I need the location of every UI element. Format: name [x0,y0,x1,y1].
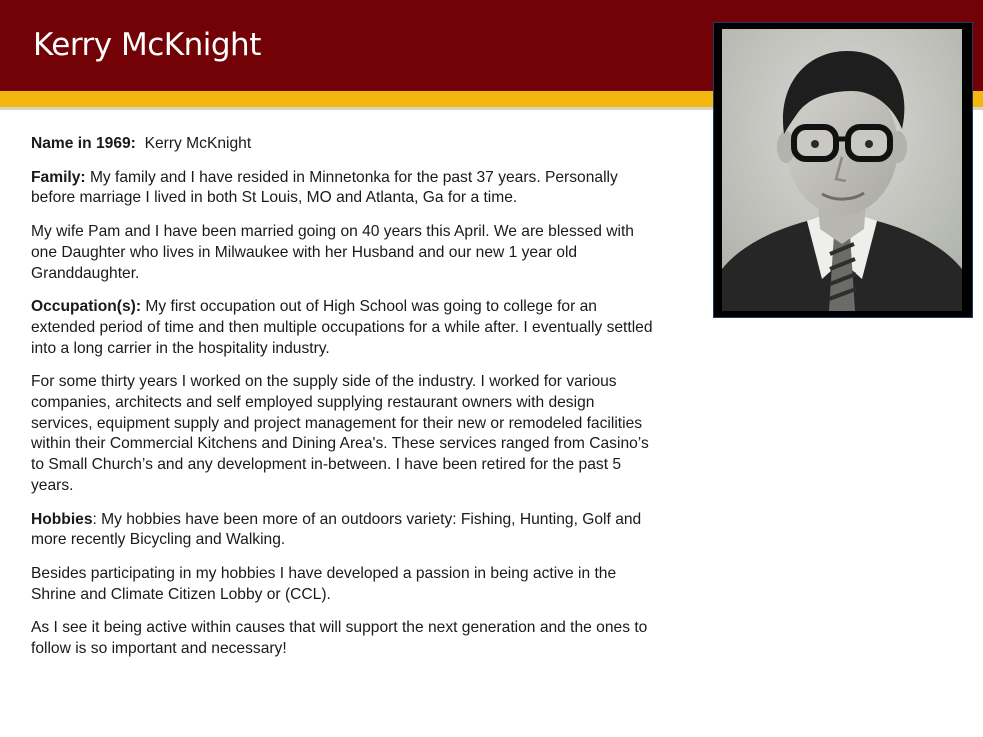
name-label: Name in 1969: [31,135,136,152]
hobbies-paragraph-2: Besides participating in my hobbies I have developed a passion in being active in the Shrine and Climate Citizen Lobby or (CCL). [31,564,617,603]
bio-content [31,134,656,673]
portrait-icon [722,29,962,311]
occupation-text: My first occupation out of High School was going to college for an extended period of time and then multiple occupations for a while after. I eventually settled into a long carrier in the hospitality industry. [31,298,653,357]
closing-paragraph: As I see it being active within causes that will support the next generation and the ones to follow is so important and necessary! [31,619,648,658]
name-value: Kerry McKnight [144,135,252,152]
portrait-photo [722,29,962,311]
hobbies-paragraph [31,510,656,551]
family-paragraph-2: My wife Pam and I have been married going on 40 years this April. We are blessed with one Daughter who lives in Milwaukee with her Husband and our new 1 year old Granddaughter. [31,223,634,282]
photo-frame [713,22,973,318]
family-paragraph [31,168,656,209]
occupation-label: Occupation(s): [31,298,142,316]
hobbies-text: : My hobbies have been more of an outdoors variety: Fishing, Hunting, Golf and more recently Bicycling and Walking. [31,510,642,549]
family-label: Family: [31,168,86,186]
name-paragraph [31,134,656,155]
page-title: Kerry McKnight [33,27,261,63]
family-text: My family and I have resided in Minnetonka for the past 37 years. Personally before marriage I lived in both St Louis, MO and Atlanta, Ga for a time. [31,168,618,207]
occupation-paragraph [31,297,656,359]
hobbies-label: Hobbies [31,510,93,528]
occupation-paragraph-2: For some thirty years I worked on the supply side of the industry. I worked for various companies, architects and self employed supplying restaurant owners with design services, equipment supply and project management for their new or remodeled facilities within their Commercial Kitchens and Dining Area's. These services ranged from Casino’s to Small Church’s and any development in-between. I have been retired for the past 5 years. [31,373,649,494]
